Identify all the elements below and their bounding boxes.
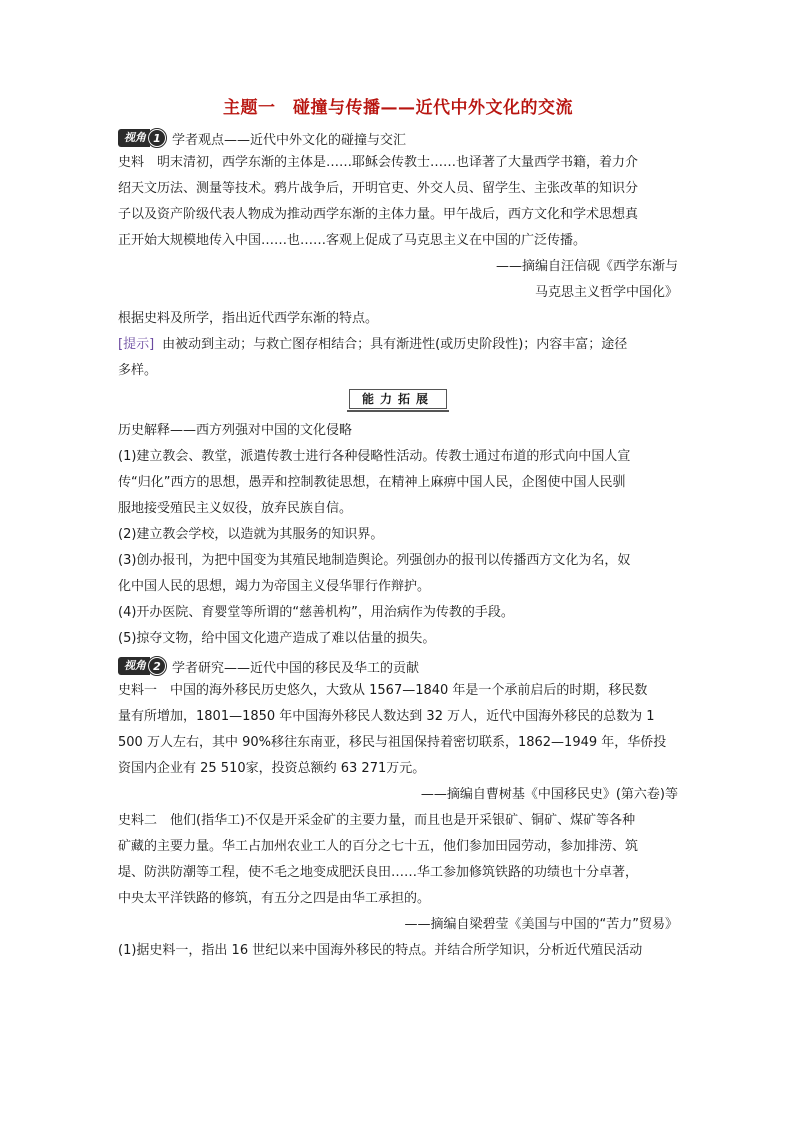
ability-extension-label: 能力拓展 [349, 389, 447, 409]
extension-line: 服地接受殖民主义奴役，放弃民族自信。 [118, 501, 353, 516]
hint-text: 由被动到主动；与救亡图存相结合；具有渐进性(或历史阶段性)；内容丰富；途径 [162, 337, 628, 352]
extension-heading: 历史解释——西方列强对中国的文化侵略 [118, 423, 353, 438]
source-line: 500 万人左右，其中 90%移往东南亚，移民与祖国保持着密切联系，1862—1949 年，华侨投 [118, 735, 667, 750]
perspective-1-badge: 视角 1 [118, 129, 166, 147]
page-title: 主题一 碰撞与传播——近代中外文化的交流 [223, 98, 573, 118]
extension-line: 传“归化”西方的思想，愚弄和控制教徒思想，在精神上麻痹中国人民，企图使中国人民驯 [118, 475, 626, 490]
section-2-header [118, 654, 678, 678]
extension-line: (3)创办报刊，为把中国变为其殖民地制造舆论。列强创办的报刊以传播西方文化为名，奴 [118, 553, 631, 568]
source-line: 子以及资产阶级代表人物成为推动西学东渐的主体力量。甲午战后，西方文化和学术思想真 [118, 207, 639, 222]
citation: ——摘编自曹树基《中国移民史》(第六卷)等 [420, 787, 678, 802]
question: (1)据史料一，指出 16 世纪以来中国海外移民的特点。并结合所学知识，分析近代殖民活动 [118, 943, 643, 958]
source-line: 堤、防洪防潮等工程，使不毛之地变成肥沃良田……华工参加修筑铁路的功绩也十分卓著， [118, 865, 639, 880]
extension-line: (5)掠夺文物，给中国文化遗产造成了难以估量的损失。 [118, 631, 436, 646]
extension-line: (1)建立教会、教堂，派遣传教士进行各种侵略性活动。传教士通过布道的形式向中国人宣 [118, 449, 631, 464]
citation: ——摘编自梁碧莹《美国与中国的“苦力”贸易》 [404, 917, 678, 932]
source-line: 绍天文历法、测量等技术。鸦片战争后，开明官吏、外交人员、留学生、主张改革的知识分 [118, 181, 639, 196]
source-line: 正开始大规模地传入中国……也……客观上促成了马克思主义在中国的广泛传播。 [118, 233, 587, 248]
source-line: 矿藏的主要力量。华工占加州农业工人的百分之七十五，他们参加田园劳动，参加排涝、筑 [118, 839, 639, 854]
extension-line: 化中国人民的思想，竭力为帝国主义侵华罪行作辩护。 [118, 579, 431, 594]
question: 根据史料及所学，指出近代西学东渐的特点。 [118, 311, 379, 326]
citation: 马克思主义哲学中国化》 [534, 285, 678, 300]
ability-extension-divider [118, 388, 678, 414]
extension-line: (4)开办医院、育婴堂等所谓的“慈善机构”，用治病作为传教的手段。 [118, 605, 514, 620]
source-line: 中央太平洋铁路的修筑，有五分之四是由华工承担的。 [118, 891, 431, 906]
extension-line: (2)建立教会学校，以造就为其服务的知识界。 [118, 527, 384, 542]
source-line: 史料 明末清初，西学东渐的主体是……耶稣会传教士……也译著了大量西学书籍，着力介 [118, 155, 639, 170]
section-1-header [118, 126, 678, 150]
document-page [118, 96, 678, 964]
citation: ——摘编自汪信砚《西学东渐与 [495, 259, 678, 274]
source-line: 资国内企业有 25 510家，投资总额约 63 271万元。 [118, 761, 426, 776]
source-line: 史料二 他们(指华工)不仅是开采金矿的主要力量，而且也是开采银矿、铜矿、煤矿等各种 [118, 813, 636, 828]
source-line: 量有所增加，1801—1850 年中国海外移民人数达到 32 万人，近代中国海外移民的总数为 1 [118, 709, 655, 724]
hint-continuation: 多样。 [118, 363, 158, 378]
source-line: 史料一 中国的海外移民历史悠久，大致从 1567—1840 年是一个承前启后的时期，移民数 [118, 683, 648, 698]
hint [118, 332, 678, 358]
perspective-2-badge: 视角 2 [118, 657, 166, 675]
section-1-heading: 学者观点——近代中外文化的碰撞与交汇 [172, 132, 407, 148]
hint-tag: [提示] [118, 337, 155, 352]
section-2-heading: 学者研究——近代中国的移民及华工的贡献 [172, 660, 420, 676]
